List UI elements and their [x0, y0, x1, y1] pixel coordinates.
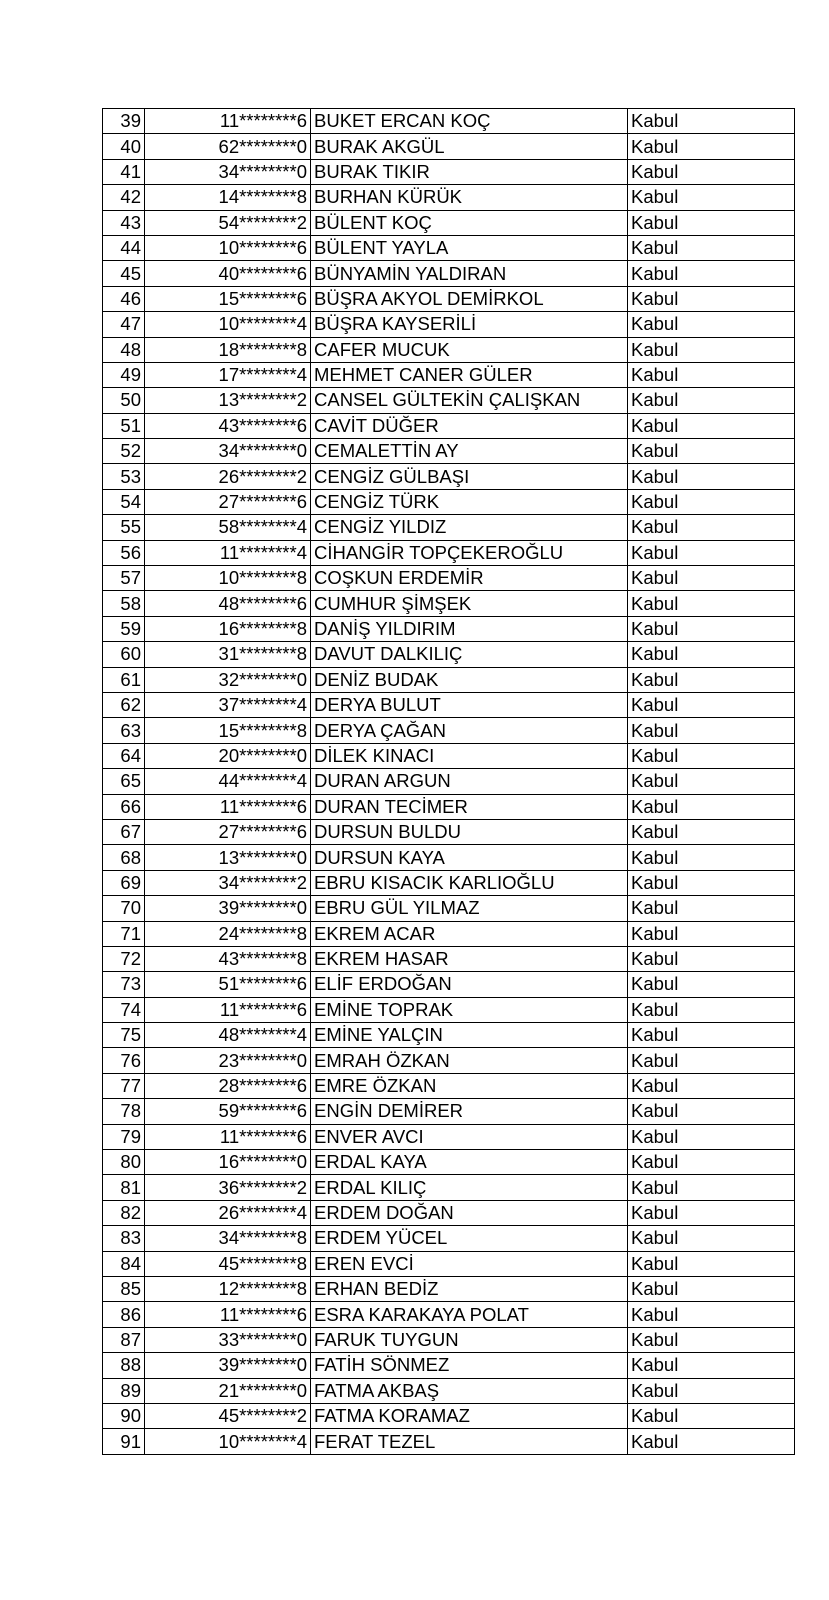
status-value: Kabul [628, 1353, 795, 1378]
table-row [103, 413, 795, 438]
row-number: 48 [103, 337, 145, 362]
status-value: Kabul [628, 946, 795, 971]
table-row [103, 1429, 795, 1454]
row-number: 39 [103, 109, 145, 134]
table-row [103, 185, 795, 210]
person-name: ERDAL KILIÇ [311, 1175, 628, 1200]
status-value: Kabul [628, 1150, 795, 1175]
status-value: Kabul [628, 1023, 795, 1048]
table-row [103, 921, 795, 946]
person-name: EKREM ACAR [311, 921, 628, 946]
status-value: Kabul [628, 1302, 795, 1327]
status-value: Kabul [628, 109, 795, 134]
table-row [103, 692, 795, 717]
masked-id-number: 13********0 [145, 845, 311, 870]
status-value: Kabul [628, 312, 795, 337]
row-number: 84 [103, 1251, 145, 1276]
masked-id-number: 36********2 [145, 1175, 311, 1200]
person-name: DAVUT DALKILIÇ [311, 642, 628, 667]
person-name: CEMALETTİN AY [311, 439, 628, 464]
person-name: CENGİZ YILDIZ [311, 515, 628, 540]
table-row [103, 566, 795, 591]
person-name: DERYA BULUT [311, 692, 628, 717]
table-row [103, 1099, 795, 1124]
row-number: 58 [103, 591, 145, 616]
person-name: EMİNE YALÇIN [311, 1023, 628, 1048]
masked-id-number: 11********4 [145, 540, 311, 565]
person-name: CUMHUR ŞİMŞEK [311, 591, 628, 616]
masked-id-number: 12********8 [145, 1276, 311, 1301]
row-number: 67 [103, 819, 145, 844]
masked-id-number: 10********8 [145, 566, 311, 591]
person-name: FATMA AKBAŞ [311, 1378, 628, 1403]
masked-id-number: 26********2 [145, 464, 311, 489]
masked-id-number: 21********0 [145, 1378, 311, 1403]
row-number: 50 [103, 388, 145, 413]
person-name: BUKET ERCAN KOÇ [311, 109, 628, 134]
row-number: 63 [103, 718, 145, 743]
masked-id-number: 16********0 [145, 1150, 311, 1175]
table-row [103, 718, 795, 743]
person-name: BURAK TIKIR [311, 159, 628, 184]
person-name: ERDEM DOĞAN [311, 1200, 628, 1225]
person-name: EREN EVCİ [311, 1251, 628, 1276]
masked-id-number: 48********6 [145, 591, 311, 616]
row-number: 72 [103, 946, 145, 971]
person-name: BURAK AKGÜL [311, 134, 628, 159]
table-row [103, 870, 795, 895]
person-name: EBRU GÜL YILMAZ [311, 896, 628, 921]
status-value: Kabul [628, 1327, 795, 1352]
status-value: Kabul [628, 591, 795, 616]
person-name: DERYA ÇAĞAN [311, 718, 628, 743]
masked-id-number: 11********6 [145, 1302, 311, 1327]
row-number: 78 [103, 1099, 145, 1124]
masked-id-number: 11********6 [145, 109, 311, 134]
results-table [102, 108, 795, 1455]
person-name: ENVER AVCI [311, 1124, 628, 1149]
status-value: Kabul [628, 413, 795, 438]
row-number: 41 [103, 159, 145, 184]
masked-id-number: 62********0 [145, 134, 311, 159]
row-number: 43 [103, 210, 145, 235]
status-value: Kabul [628, 870, 795, 895]
table-row [103, 1302, 795, 1327]
masked-id-number: 18********8 [145, 337, 311, 362]
person-name: BÜLENT YAYLA [311, 235, 628, 260]
table-row [103, 109, 795, 134]
masked-id-number: 10********4 [145, 1429, 311, 1454]
status-value: Kabul [628, 1378, 795, 1403]
person-name: CENGİZ GÜLBAŞI [311, 464, 628, 489]
masked-id-number: 13********2 [145, 388, 311, 413]
row-number: 88 [103, 1353, 145, 1378]
table-row [103, 743, 795, 768]
row-number: 70 [103, 896, 145, 921]
status-value: Kabul [628, 1048, 795, 1073]
row-number: 86 [103, 1302, 145, 1327]
table-row [103, 1073, 795, 1098]
person-name: ERHAN BEDİZ [311, 1276, 628, 1301]
table-row [103, 337, 795, 362]
row-number: 91 [103, 1429, 145, 1454]
person-name: EMRAH ÖZKAN [311, 1048, 628, 1073]
status-value: Kabul [628, 515, 795, 540]
status-value: Kabul [628, 845, 795, 870]
masked-id-number: 24********8 [145, 921, 311, 946]
masked-id-number: 15********8 [145, 718, 311, 743]
row-number: 65 [103, 769, 145, 794]
row-number: 44 [103, 235, 145, 260]
masked-id-number: 43********8 [145, 946, 311, 971]
table-row [103, 1251, 795, 1276]
masked-id-number: 51********6 [145, 972, 311, 997]
person-name: CİHANGİR TOPÇEKEROĞLU [311, 540, 628, 565]
table-row [103, 997, 795, 1022]
row-number: 83 [103, 1226, 145, 1251]
person-name: EKREM HASAR [311, 946, 628, 971]
person-name: CANSEL GÜLTEKİN ÇALIŞKAN [311, 388, 628, 413]
status-value: Kabul [628, 464, 795, 489]
row-number: 56 [103, 540, 145, 565]
row-number: 75 [103, 1023, 145, 1048]
masked-id-number: 48********4 [145, 1023, 311, 1048]
status-value: Kabul [628, 388, 795, 413]
row-number: 68 [103, 845, 145, 870]
status-value: Kabul [628, 540, 795, 565]
table-row [103, 235, 795, 260]
masked-id-number: 10********6 [145, 235, 311, 260]
row-number: 59 [103, 616, 145, 641]
masked-id-number: 27********6 [145, 819, 311, 844]
person-name: CAVİT DÜĞER [311, 413, 628, 438]
table-row [103, 540, 795, 565]
status-value: Kabul [628, 769, 795, 794]
row-number: 62 [103, 692, 145, 717]
row-number: 80 [103, 1150, 145, 1175]
table-row [103, 489, 795, 514]
status-value: Kabul [628, 566, 795, 591]
row-number: 61 [103, 667, 145, 692]
table-row [103, 159, 795, 184]
masked-id-number: 34********8 [145, 1226, 311, 1251]
masked-id-number: 11********6 [145, 1124, 311, 1149]
status-value: Kabul [628, 210, 795, 235]
table-row [103, 1403, 795, 1428]
status-value: Kabul [628, 794, 795, 819]
masked-id-number: 14********8 [145, 185, 311, 210]
table-row [103, 312, 795, 337]
masked-id-number: 43********6 [145, 413, 311, 438]
masked-id-number: 11********6 [145, 997, 311, 1022]
person-name: DURSUN BULDU [311, 819, 628, 844]
status-value: Kabul [628, 667, 795, 692]
row-number: 64 [103, 743, 145, 768]
table-row [103, 1226, 795, 1251]
table-row [103, 591, 795, 616]
row-number: 79 [103, 1124, 145, 1149]
person-name: DENİZ BUDAK [311, 667, 628, 692]
person-name: BURHAN KÜRÜK [311, 185, 628, 210]
masked-id-number: 33********0 [145, 1327, 311, 1352]
row-number: 87 [103, 1327, 145, 1352]
masked-id-number: 17********4 [145, 362, 311, 387]
row-number: 74 [103, 997, 145, 1022]
table-row [103, 515, 795, 540]
row-number: 69 [103, 870, 145, 895]
table-row [103, 1378, 795, 1403]
masked-id-number: 34********0 [145, 439, 311, 464]
person-name: EMİNE TOPRAK [311, 997, 628, 1022]
row-number: 52 [103, 439, 145, 464]
table-row [103, 261, 795, 286]
person-name: EMRE ÖZKAN [311, 1073, 628, 1098]
table-row [103, 1124, 795, 1149]
person-name: ESRA KARAKAYA POLAT [311, 1302, 628, 1327]
masked-id-number: 44********4 [145, 769, 311, 794]
person-name: DURAN ARGUN [311, 769, 628, 794]
status-value: Kabul [628, 1403, 795, 1428]
row-number: 85 [103, 1276, 145, 1301]
masked-id-number: 32********0 [145, 667, 311, 692]
masked-id-number: 26********4 [145, 1200, 311, 1225]
person-name: BÜŞRA AKYOL DEMİRKOL [311, 286, 628, 311]
status-value: Kabul [628, 261, 795, 286]
table-row [103, 464, 795, 489]
masked-id-number: 20********0 [145, 743, 311, 768]
status-value: Kabul [628, 1073, 795, 1098]
row-number: 51 [103, 413, 145, 438]
status-value: Kabul [628, 718, 795, 743]
row-number: 90 [103, 1403, 145, 1428]
row-number: 54 [103, 489, 145, 514]
row-number: 81 [103, 1175, 145, 1200]
person-name: FARUK TUYGUN [311, 1327, 628, 1352]
table-row [103, 362, 795, 387]
person-name: ENGİN DEMİRER [311, 1099, 628, 1124]
status-value: Kabul [628, 337, 795, 362]
table-row [103, 286, 795, 311]
masked-id-number: 37********4 [145, 692, 311, 717]
table-row [103, 1200, 795, 1225]
status-value: Kabul [628, 972, 795, 997]
table-row [103, 1048, 795, 1073]
status-value: Kabul [628, 489, 795, 514]
table-row [103, 1353, 795, 1378]
person-name: MEHMET CANER GÜLER [311, 362, 628, 387]
masked-id-number: 16********8 [145, 616, 311, 641]
table-row [103, 210, 795, 235]
table-row [103, 667, 795, 692]
masked-id-number: 27********6 [145, 489, 311, 514]
status-value: Kabul [628, 896, 795, 921]
masked-id-number: 58********4 [145, 515, 311, 540]
masked-id-number: 45********8 [145, 1251, 311, 1276]
row-number: 89 [103, 1378, 145, 1403]
masked-id-number: 10********4 [145, 312, 311, 337]
table-row [103, 946, 795, 971]
row-number: 73 [103, 972, 145, 997]
table-row [103, 616, 795, 641]
masked-id-number: 54********2 [145, 210, 311, 235]
masked-id-number: 34********2 [145, 870, 311, 895]
table-row [103, 1327, 795, 1352]
status-value: Kabul [628, 642, 795, 667]
row-number: 66 [103, 794, 145, 819]
table-row [103, 642, 795, 667]
person-name: DURAN TECİMER [311, 794, 628, 819]
masked-id-number: 45********2 [145, 1403, 311, 1428]
table-row [103, 794, 795, 819]
person-name: CAFER MUCUK [311, 337, 628, 362]
row-number: 55 [103, 515, 145, 540]
row-number: 82 [103, 1200, 145, 1225]
table-row [103, 388, 795, 413]
table-row [103, 1175, 795, 1200]
masked-id-number: 34********0 [145, 159, 311, 184]
table-row [103, 1023, 795, 1048]
table-row [103, 972, 795, 997]
row-number: 77 [103, 1073, 145, 1098]
status-value: Kabul [628, 1099, 795, 1124]
status-value: Kabul [628, 439, 795, 464]
row-number: 60 [103, 642, 145, 667]
table-row [103, 439, 795, 464]
masked-id-number: 15********6 [145, 286, 311, 311]
person-name: ERDAL KAYA [311, 1150, 628, 1175]
status-value: Kabul [628, 692, 795, 717]
status-value: Kabul [628, 362, 795, 387]
row-number: 46 [103, 286, 145, 311]
person-name: DURSUN KAYA [311, 845, 628, 870]
person-name: COŞKUN ERDEMİR [311, 566, 628, 591]
row-number: 53 [103, 464, 145, 489]
person-name: DİLEK KINACI [311, 743, 628, 768]
table-row [103, 896, 795, 921]
status-value: Kabul [628, 286, 795, 311]
person-name: CENGİZ TÜRK [311, 489, 628, 514]
person-name: FERAT TEZEL [311, 1429, 628, 1454]
status-value: Kabul [628, 819, 795, 844]
person-name: BÜLENT KOÇ [311, 210, 628, 235]
table-row [103, 1150, 795, 1175]
masked-id-number: 23********0 [145, 1048, 311, 1073]
status-value: Kabul [628, 1251, 795, 1276]
row-number: 40 [103, 134, 145, 159]
results-table-body [103, 109, 795, 1455]
table-row [103, 845, 795, 870]
status-value: Kabul [628, 616, 795, 641]
masked-id-number: 40********6 [145, 261, 311, 286]
person-name: FATMA KORAMAZ [311, 1403, 628, 1428]
status-value: Kabul [628, 1200, 795, 1225]
masked-id-number: 39********0 [145, 896, 311, 921]
row-number: 42 [103, 185, 145, 210]
table-row [103, 769, 795, 794]
status-value: Kabul [628, 185, 795, 210]
status-value: Kabul [628, 1276, 795, 1301]
person-name: ELİF ERDOĞAN [311, 972, 628, 997]
row-number: 57 [103, 566, 145, 591]
table-row [103, 1276, 795, 1301]
person-name: EBRU KISACIK KARLIOĞLU [311, 870, 628, 895]
row-number: 45 [103, 261, 145, 286]
row-number: 49 [103, 362, 145, 387]
table-row [103, 134, 795, 159]
row-number: 71 [103, 921, 145, 946]
person-name: BÜNYAMİN YALDIRAN [311, 261, 628, 286]
status-value: Kabul [628, 235, 795, 260]
row-number: 76 [103, 1048, 145, 1073]
status-value: Kabul [628, 1124, 795, 1149]
row-number: 47 [103, 312, 145, 337]
status-value: Kabul [628, 1226, 795, 1251]
status-value: Kabul [628, 997, 795, 1022]
status-value: Kabul [628, 1429, 795, 1454]
status-value: Kabul [628, 159, 795, 184]
status-value: Kabul [628, 921, 795, 946]
person-name: FATİH SÖNMEZ [311, 1353, 628, 1378]
status-value: Kabul [628, 743, 795, 768]
person-name: ERDEM YÜCEL [311, 1226, 628, 1251]
masked-id-number: 39********0 [145, 1353, 311, 1378]
status-value: Kabul [628, 1175, 795, 1200]
masked-id-number: 28********6 [145, 1073, 311, 1098]
table-row [103, 819, 795, 844]
person-name: DANİŞ YILDIRIM [311, 616, 628, 641]
masked-id-number: 59********6 [145, 1099, 311, 1124]
person-name: BÜŞRA KAYSERİLİ [311, 312, 628, 337]
masked-id-number: 11********6 [145, 794, 311, 819]
masked-id-number: 31********8 [145, 642, 311, 667]
status-value: Kabul [628, 134, 795, 159]
